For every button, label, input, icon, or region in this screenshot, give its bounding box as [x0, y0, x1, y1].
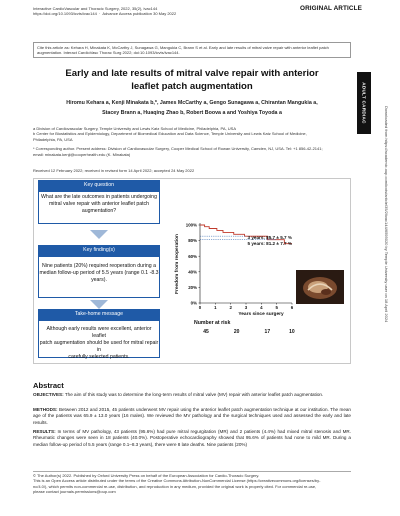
article-type: ORIGINAL ARTICLE	[300, 5, 362, 12]
corresponding-author: * Corresponding author. Present address: Division of Cardiovascular Surgery, Cooper Medical School of Rowan University, Camden, NJ, USA. Tel: +1 856-42-2141;	[33, 146, 323, 152]
number-at-risk-value: 10	[289, 329, 295, 335]
title-line-1: Early and late results of mitral valve repair with anterior	[65, 68, 319, 79]
key-finding-line: Nine patients (20%) required reoperation during a	[42, 263, 156, 269]
take-home-line: Although early results were excellent, anterior leaflet	[46, 326, 152, 339]
footer-line: nc/4.0/), which permits non-commercial re-use, distribution, and reproduction in any medium, provided the original work is properly cited. For commercial re-use,	[33, 483, 317, 489]
number-at-risk-value: 17	[264, 329, 271, 335]
x-tick-label: 1	[214, 305, 217, 310]
authors-line-1: Hiromu Kehara a, Kenji Minakata b,*, James McCarthy a, Gengo Sunagawa a, Chirantan Mangukia a,	[66, 100, 318, 106]
affiliation-b-cont: Philadelphia, PA, USA	[33, 136, 73, 142]
download-watermark	[380, 106, 392, 456]
affiliation-a: a Division of Cardiovascular Surgery, Temple University and Lewis Katz School of Medicine, Philadelphia, PA, USA	[33, 126, 236, 131]
results-text: In terms of MV pathology, 43 patients (95.6%) had pure mitral regurgitation (MR) and 2 patients (4.4%) had mixed mitral stenosis and MR. Rheumatic changes were seen in 18 patients (40.0%). Postoperative echocardiography showed that 95.6% of patients had none to mild MR. During a median follow-up period of 5.5 years (range 0.1–8.3 years), there were 8 late deaths. Nine patients (20%)	[33, 429, 351, 447]
y-tick-label: 40%	[188, 269, 197, 275]
chevron-down-icon	[90, 230, 108, 239]
key-question-box	[38, 191, 160, 224]
key-question-header: Key question	[38, 180, 160, 191]
y-tick-label: 80%	[188, 238, 197, 244]
abstract-objectives	[33, 392, 351, 398]
take-home-box	[38, 320, 160, 358]
key-question-line: What are the late outcomes in patients undergoing	[41, 194, 157, 200]
received-dates: Received 12 February 2022; received in revised form 14 April 2022; accepted 24 May 2022	[33, 168, 195, 173]
objectives-label: OBJECTIVES:	[33, 392, 64, 397]
methods-label: METHODS:	[33, 407, 58, 412]
affiliation-b: b Center for Biostatistics and Epidemiology, Department of Biomedical Education and Data Science, Temple University and Lewis Katz School of Medicine,	[33, 131, 307, 137]
take-home-header: Take-home message	[38, 309, 160, 320]
advance-access: Advance Access publication 30 May 2022	[102, 11, 177, 17]
number-at-risk-value: 45	[203, 329, 209, 335]
survival-annotation: 5 years: 81.2 ± 7.7 %	[247, 241, 292, 247]
authors-line-2: Stacey Brann a, Huaqing Zhao b, Robert Boova a and Yoshiya Toyoda a	[102, 109, 282, 116]
author-list	[33, 99, 351, 118]
article-title	[33, 68, 351, 93]
echo-picture	[296, 270, 344, 304]
results-label: RESULTS:	[33, 429, 56, 434]
echocardiogram-image	[296, 270, 344, 304]
copyright-footer	[33, 473, 351, 495]
key-finding-header: Key finding(s)	[38, 245, 160, 256]
objectives-text: The aim of this study was to determine the long-term results of mitral valve (MV) repair with anterior leaflet patch augmentation.	[63, 392, 324, 397]
key-finding-line: years).	[91, 277, 107, 283]
survival-annotation: 3 years: 85.7 ± 5.7 %	[247, 235, 292, 241]
download-notice: Downloaded from https://academic.oup.com/icvts/article/35/2/ivac144/6595020 by Temple University user on 18 April 2024	[384, 106, 389, 323]
affiliations	[33, 126, 351, 157]
take-home-line: carefully selected patients.	[68, 354, 130, 360]
abstract-results	[33, 429, 351, 448]
methods-text: Between 2012 and 2015, 45 patients underwent MV repair using the anterior leaflet patch augmentation technique at our institution. The mean age of the patients was 65.9 ± 13.0 years (16 males). We reviewed the MV pathology and the surgical techniques used and assessed the early and late results.	[33, 407, 351, 425]
y-tick-label: 60%	[188, 253, 197, 259]
key-question-line: augmentation?	[81, 208, 117, 214]
doi-link[interactable]: https://doi.org/10.1093/icvts/ivac144	[33, 11, 97, 17]
y-tick-label: 0%	[190, 300, 197, 306]
key-question-line: mitral valve repair with anterior leaflet patch	[48, 201, 150, 207]
x-tick-label: 0	[198, 305, 202, 310]
take-home-line: patch augmentation should be used for mitral repair in	[39, 340, 159, 353]
y-tick-label: 20%	[188, 285, 197, 290]
citation-box: Cite this article as: Kehara H, Minakata K, McCarthy J, Sunagawa G, Mangukia C, Brann S et al. Early and late results of mitral valve repair with anterior leaflet patch augmentation. Interact CardioVasc Thorac Surg 2022; doi:10.1093/icvts/ivac144.	[33, 42, 351, 58]
number-at-risk-label: Number at risk	[194, 320, 231, 326]
abstract-methods	[33, 407, 351, 426]
x-axis-label: Years since surgery	[238, 312, 284, 317]
footer-divider	[33, 471, 351, 472]
key-finding-box	[38, 256, 160, 298]
footer-line: © The Author(s) 2022. Published by Oxford University Press on behalf of the European Association for Cardio-Thoracic Surgery.	[33, 473, 260, 478]
footer-line: This is an Open Access article distributed under the terms of the Creative Commons Attribution-NonCommercial License (https://creativecommons.org/licenses/by-	[33, 478, 321, 484]
journal-header: Interactive CardioVascular and Thoracic Surgery, 2022, 35(2), ivac144 https://doi.org/10.1093/icvts/ivac144 · Advance Access publication 30 May 2022	[33, 6, 253, 17]
corresponding-email[interactable]: email: minakata.kenji@cooperhealth.edu (K. Minakata)	[33, 151, 131, 157]
x-tick-label: 2	[229, 305, 232, 310]
footer-line[interactable]: please contact journals.permissions@oup.com	[33, 489, 116, 495]
journal-name: Interactive CardioVascular and Thoracic Surgery, 2022, 35(2), ivac144	[33, 6, 158, 11]
key-finding-line: median follow-up period of 5.5 years (range 0.1 -8.3	[39, 270, 159, 276]
y-tick-label: 100%	[185, 222, 197, 228]
y-axis-label: Freedom from reoperation	[175, 234, 180, 294]
section-tab	[357, 72, 371, 134]
title-line-2: leaflet patch augmentation	[131, 80, 253, 92]
number-at-risk-value: 20	[233, 329, 240, 335]
section-tab-label: ADULT CARDIAC	[361, 82, 367, 124]
abstract-heading: Abstract	[33, 381, 64, 390]
x-tick-label: 4	[260, 305, 263, 310]
x-tick-label: 3	[244, 305, 248, 310]
x-tick-label: 5	[275, 305, 278, 310]
x-tick-label: 6	[290, 305, 294, 310]
chevron-down-icon	[90, 300, 108, 309]
